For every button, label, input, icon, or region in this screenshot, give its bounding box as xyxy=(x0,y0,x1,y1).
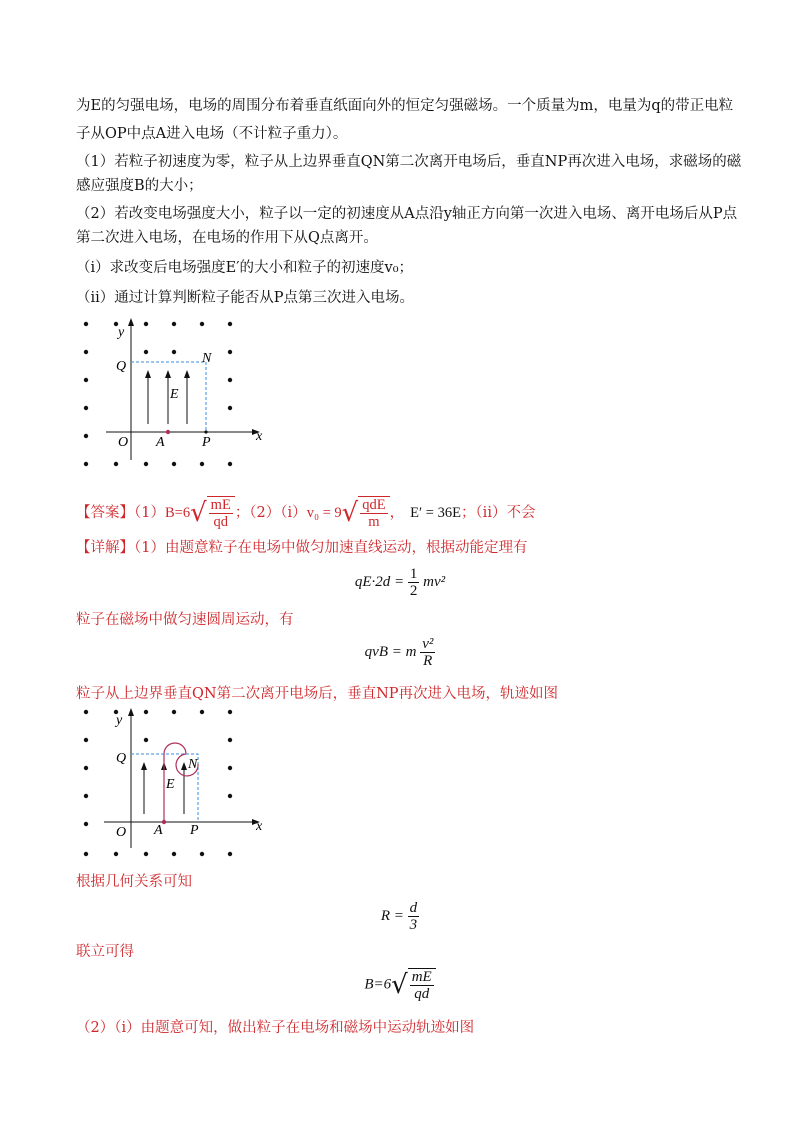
equation-radius xyxy=(0,900,800,933)
answer-b: B=6 xyxy=(164,505,191,521)
eq4-radicand xyxy=(408,968,436,1002)
eq3-left: R = xyxy=(380,907,404,924)
equation-b-result xyxy=(0,968,800,1002)
fig2-label-x: x xyxy=(256,819,263,834)
fig2-label-p: P xyxy=(190,823,199,838)
eq1-right: mv² xyxy=(423,573,446,590)
eq2-den: R xyxy=(423,653,433,669)
answer-line xyxy=(76,496,535,530)
answer-comma: ， xyxy=(389,505,405,521)
part2-i: （i）求改变后电场强度E′的大小和粒子的初速度v₀； xyxy=(76,260,414,276)
fig2-label-q: Q xyxy=(116,751,127,766)
eq3-num: d xyxy=(409,900,418,916)
eq1-den: 2 xyxy=(409,583,418,599)
answer-b-radicand xyxy=(207,496,235,530)
fig1-label-a: A xyxy=(156,435,165,450)
part2-ii: （ii）通过计算判断粒子能否从P点第三次进入电场。 xyxy=(76,290,415,306)
answer-v0-radicand xyxy=(358,496,389,530)
problem-line-2: 子从OP中点A进入电场（不计粒子重力）。 xyxy=(76,126,348,142)
detail-text-1: （1）由题意粒子在电场中做匀加速直线运动，根据动能定理有 xyxy=(134,540,528,556)
part2-line-a: （2）若改变电场强度大小，粒子以一定的初速度从A点沿y轴正方向第一次进入电场、离开电场后从P点 xyxy=(76,206,738,222)
fig2-label-e: E xyxy=(166,777,175,792)
answer-sep-1: ；（2）（i） xyxy=(234,505,307,521)
detail-line-4: 根据几何关系可知 xyxy=(76,874,192,890)
eq3-frac xyxy=(408,900,420,933)
rad2-num: qdE xyxy=(362,497,386,513)
eq2-left: qvB = m xyxy=(364,643,417,660)
detail-line-5: 联立可得 xyxy=(76,944,134,960)
rad1-den: qd xyxy=(213,514,228,530)
problem-line-1: 为E的匀强电场，电场的周围分布着垂直纸面向外的恒定匀强磁场。一个质量为m，电量为q的带正电粒 xyxy=(76,98,734,114)
fig1-label-y: y xyxy=(118,325,125,340)
equation-kinetic-energy xyxy=(0,566,800,599)
fig2-label-a: A xyxy=(154,823,163,838)
fig2-label-n: N xyxy=(188,757,198,772)
answer-sep-2: ；（ii）不会 xyxy=(460,505,536,521)
part1-line-b: 感应强度B的大小； xyxy=(76,178,203,194)
part2-line-b: 第二次进入电场，在电场的作用下从Q点离开。 xyxy=(76,230,378,246)
eq3-den: 3 xyxy=(409,917,418,933)
figure-trajectory-diagram xyxy=(76,704,276,864)
fig1-label-q: Q xyxy=(116,359,127,374)
radical-sign-3: √ xyxy=(391,970,408,1000)
detail-line-2: 粒子在磁场中做匀速圆周运动，有 xyxy=(76,612,294,628)
fig1-label-x: x xyxy=(256,429,263,444)
eq1-frac xyxy=(408,566,420,599)
detail-line-3: 粒子从上边界垂直QN第二次离开电场后，垂直NP再次进入电场，轨迹如图 xyxy=(76,686,559,702)
fig1-label-e: E xyxy=(170,387,179,402)
answer-e-prime: E′ = 36E xyxy=(410,505,461,521)
eq4-den: qd xyxy=(414,986,430,1002)
fig2-label-o: O xyxy=(116,825,127,840)
eq2-frac xyxy=(420,636,435,669)
fig1-label-o: O xyxy=(118,435,129,450)
rad1-num: mE xyxy=(210,497,231,513)
rad2-den: m xyxy=(368,514,380,530)
eq4-num: mE xyxy=(411,969,432,985)
figure-field-diagram xyxy=(76,312,276,472)
detail-tag: 【详解】 xyxy=(76,540,134,556)
answer-v0: v₀ = 9 xyxy=(306,505,342,521)
answer-tag: 【答案】 xyxy=(76,505,134,521)
detail-line-1 xyxy=(76,538,527,558)
fig1-label-n: N xyxy=(202,351,212,366)
eq2-num: v² xyxy=(422,636,434,652)
equation-lorentz xyxy=(0,636,800,669)
fig1-label-p: P xyxy=(202,435,211,450)
eq4-left: B=6 xyxy=(364,976,392,993)
eq1-left: qE·2d = xyxy=(354,573,405,590)
detail-line-6: （2）（i）由题意可知，做出粒子在电场和磁场中运动轨迹如图 xyxy=(76,1020,475,1036)
radical-sign-1: √ xyxy=(190,498,207,528)
part1-line-a: （1）若粒子初速度为零，粒子从上边界垂直QN第二次离开电场后，垂直NP再次进入电场，求磁场的磁 xyxy=(76,154,742,170)
fig2-label-y: y xyxy=(116,713,123,728)
radical-sign-2: √ xyxy=(341,498,359,528)
answer-part1-label: （1） xyxy=(134,505,165,521)
eq1-num: 1 xyxy=(409,566,418,582)
